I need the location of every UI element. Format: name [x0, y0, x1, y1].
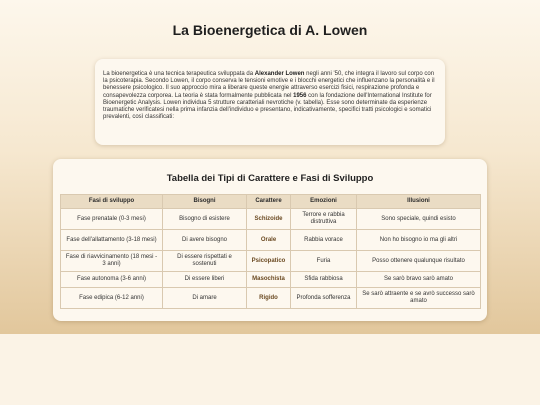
- cell-bisogno: Di essere liberi: [163, 272, 247, 288]
- intro-card: [95, 59, 445, 145]
- cell-carattere: Schizoide: [247, 209, 291, 230]
- cell-bisogno: Di essere rispettati e sostenuti: [163, 251, 247, 272]
- intro-text-2: negli anni '50, che integra il lavoro sul corpo con la psicoterapia. Secondo Lowen, il corpo conserva le tensioni emotive e i blocchi energetici che influenzano la personalità e il benessere psicologico. Il suo approccio mira a liberare queste energie attraverso esercizi fisici, respirazione profonda e consapevolezza corporea. La teoria è stata formalmente pubblicata nel: [103, 71, 435, 99]
- table-row: [61, 209, 481, 230]
- cell-illusioni: Se sarò bravo sarò amato: [357, 272, 481, 288]
- intro-year: 1956: [293, 92, 307, 99]
- header-emozioni: Emozioni: [291, 195, 357, 209]
- cell-fase: Fase di riavvicinamento (18 mesi - 3 anni): [61, 251, 163, 272]
- table-row: [61, 272, 481, 288]
- cell-illusioni: Se sarò attraente e se avrò successo sarò amato: [357, 288, 481, 309]
- cell-emozioni: Rabbia vorace: [291, 230, 357, 251]
- cell-fase: Fase prenatale (0-3 mesi): [61, 209, 163, 230]
- intro-author: Alexander Lowen: [254, 71, 305, 77]
- table-row: [61, 251, 481, 272]
- page-title: La Bioenergetica di A. Lowen: [172, 22, 368, 38]
- cell-fase: Fase dell'allattamento (3-18 mesi): [61, 230, 163, 251]
- cell-fase: Fase edipica (6-12 anni): [61, 288, 163, 309]
- table-header-row: [61, 195, 481, 209]
- intro-text-3: con la fondazione dell'International Institute for Bioenergetic Analysis. Lowen individua 5 strutture caratteriali nevrotiche (v. tabella). Esse sono determinate da esperienze traumatiche verificatesi nella prima infanzia dell'individuo e presentano, indicativamente, specifici tratti psicologici e somatici prevalenti, così classificati:: [103, 92, 432, 121]
- cell-illusioni: Non ho bisogno io ma gli altri: [357, 230, 481, 251]
- cell-carattere: Orale: [247, 230, 291, 251]
- cell-carattere: Masochista: [247, 272, 291, 288]
- cell-carattere: Rigido: [247, 288, 291, 309]
- cell-emozioni: Furia: [291, 251, 357, 272]
- character-table: [60, 194, 481, 309]
- cell-emozioni: Profonda sofferenza: [291, 288, 357, 309]
- intro-text-1: La bioenergetica è una tecnica terapeutica sviluppata da: [103, 71, 255, 77]
- table-card: [53, 159, 487, 321]
- cell-carattere: Psicopatico: [247, 251, 291, 272]
- cell-illusioni: Posso ottenere qualunque risultato: [357, 251, 481, 272]
- header-illusioni: Illusioni: [357, 195, 481, 209]
- header-fasi: Fasi di sviluppo: [61, 195, 163, 209]
- cell-bisogno: Di amare: [163, 288, 247, 309]
- header-carattere: Carattere: [247, 195, 291, 209]
- cell-illusioni: Sono speciale, quindi esisto: [357, 209, 481, 230]
- table-title: Tabella dei Tipi di Carattere e Fasi di Sviluppo: [166, 173, 374, 184]
- table-row: [61, 288, 481, 309]
- cell-emozioni: Sfida rabbiosa: [291, 272, 357, 288]
- cell-emozioni: Terrore e rabbia distruttiva: [291, 209, 357, 230]
- header-bisogni: Bisogni: [163, 195, 247, 209]
- cell-bisogno: Bisogno di esistere: [163, 209, 247, 230]
- cell-fase: Fase autonoma (3-6 anni): [61, 272, 163, 288]
- table-row: [61, 230, 481, 251]
- cell-bisogno: Di avere bisogno: [163, 230, 247, 251]
